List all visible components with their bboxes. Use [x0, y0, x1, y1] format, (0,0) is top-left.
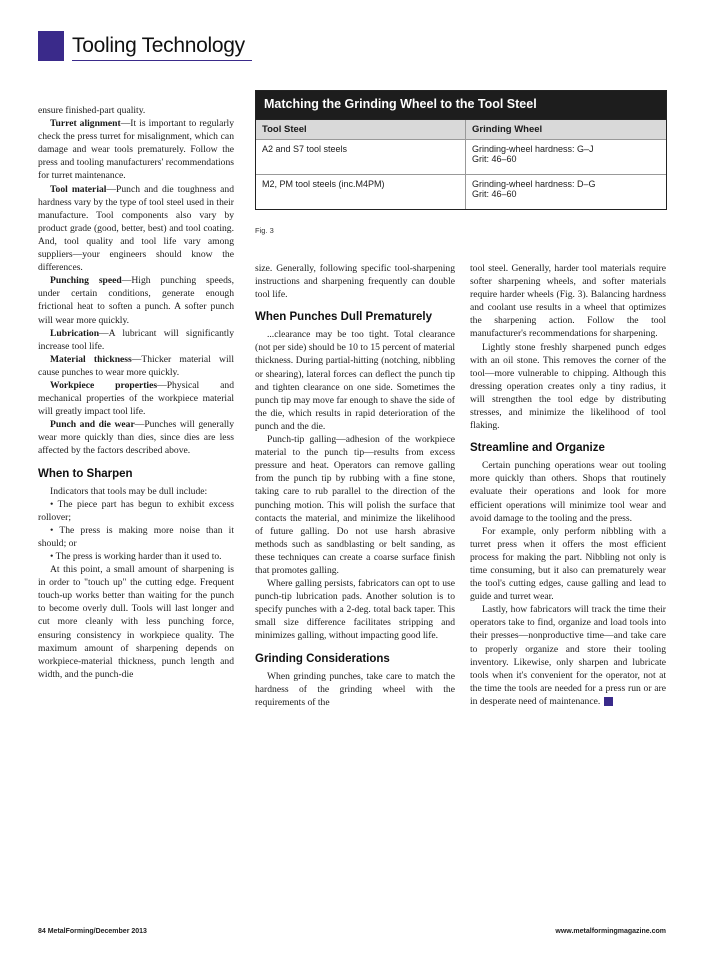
run-in-head: Punching speed: [50, 275, 122, 287]
wheel-grit: Grit: 46–60: [472, 154, 517, 164]
wheel-grit: Grit: 46–60: [472, 189, 517, 199]
end-of-article-mark: [604, 697, 613, 706]
figure-caption: Fig. 3: [255, 226, 274, 235]
paragraph: [38, 353, 234, 379]
run-in-head: Material thickness: [50, 353, 132, 365]
paragraph: Certain punching operations wear out tooling more quickly than others. Shops that routinely evaluate their operations and look for more efficient operations will minimize tool wear and avoid damage to the tooling and the press.: [470, 460, 666, 524]
section-color-block: [38, 31, 64, 61]
paragraph: [38, 418, 234, 457]
table-cell-steel: A2 and S7 tool steels: [256, 140, 466, 174]
table-header-row: [256, 119, 666, 139]
run-in-head: Turret alignment: [50, 118, 121, 130]
paragraph: size. Generally, following specific tool-sharpening instructions and sharpening frequently can double tool life.: [255, 263, 455, 301]
paragraph: At this point, a small amount of sharpening is in order to "touch up" the cutting edge. Frequent touch-up works better than waiting for the punch to become overly dull. Tools will last longer and cut more cleanly with less punching force, ensuring consistency in workpiece quality. The maximum amount of sharpening depends on workpiece-material thickness, punch length and width, and the punch-die: [38, 564, 234, 680]
paragraph-text: —Physical and mechanical properties of the workpiece material will greatly impact tool life.: [38, 379, 234, 418]
paragraph: Lightly stone freshly sharpened punch edges with an oil stone. This removes the corner of the tool—more vulnerable to chipping. Although this dressing operation creates only a tiny radius, it will strengthen the tool edge by distributing stresses, and minimize the likelihood of tool flaking.: [470, 341, 666, 432]
run-in-head: Workpiece properties: [50, 379, 158, 391]
table-row: [256, 139, 666, 174]
table-cell-steel: M2, PM tool steels (inc.M4PM): [256, 175, 466, 209]
paragraph: tool steel. Generally, harder tool materials require softer sharpening wheels, and softer materials require harder wheels (Fig. 3). Balancing hardness and coolant use results in a wheel that optimizes the sharpening action. Follow the tool manufacturer's recommendations for sharpening.: [470, 263, 666, 340]
section-header: [38, 30, 245, 62]
paragraph: [38, 183, 234, 275]
section-title: Tooling Technology: [72, 34, 245, 57]
table-title: Matching the Grinding Wheel to the Tool Steel: [256, 91, 666, 119]
table-cell-wheel: [466, 175, 666, 209]
footer-url[interactable]: www.metalformingmagazine.com: [555, 928, 666, 935]
paragraph: ensure finished-part quality.: [38, 105, 146, 116]
subheading: When Punches Dull Prematurely: [255, 311, 433, 324]
paragraph-text: —It is important to regularly check the press turret for misalignment, which can damage and wear tools prematurely. Follow the press and tooling manufacturers' recommendations for turret maintenance.: [38, 118, 234, 182]
article-column-1: [38, 104, 234, 681]
paragraph: Punch-tip galling—adhesion of the workpiece material to the punch tip—results from excess pressure and heat. Operators can remove galling from the punch tip by rubbing with a fine stone, taking care to rub parallel to the direction of the punching motion. This will polish the surface that contacts the material, and minimize the likelihood of future galling. Do not use harsh abrasive methods such as sandblasting or belt sanding, as these techniques can create a coarse surface finish that promotes galling.: [255, 434, 455, 576]
paragraph: For example, only perform nibbling with a turret press when it offers the most efficient process for making the part. Nibbling not only is time consuming, but it also can prematurely wear the tool's cutting edges, cause galling and lead to guide and turret wear.: [470, 525, 666, 603]
run-in-head: Lubrication: [50, 327, 100, 339]
paragraph-text: Lastly, how fabricators will track the time their operators take to find, organize and load tools into their presses—nonproductive time—and take care to properly organize and store their tooling inventory. Likewise, only sharpen and lubricate tools when it's convenient for the operator, not at the time the tools are needed for a press run or are in desperate need of maintenance.: [470, 604, 666, 707]
bullet-item: • The press is working harder than it used to.: [50, 551, 222, 562]
paragraph: [38, 379, 234, 418]
paragraph: When grinding punches, take care to match the hardness of the grinding wheel with the requirements of the: [255, 670, 455, 708]
paragraph-text: —Punch and die toughness and hardness vary by the type of tool steel used in their manufacture. Tool components also vary by product grade (good, better, best) and tool coating. And, tool quality and tool life vary among suppliers—your engineers should know the differences.: [38, 183, 234, 274]
article-column-3: [470, 262, 666, 708]
column-header-grinding-wheel: Grinding Wheel: [472, 124, 543, 135]
footer-folio: 84 MetalForming/December 2013: [38, 928, 147, 935]
header-rule: [72, 60, 252, 61]
paragraph: [470, 603, 666, 708]
bullet-item: • The piece part has begun to exhibit excess rollover;: [38, 498, 234, 523]
paragraph: Indicators that tools may be dull include:: [50, 485, 208, 497]
paragraph: [38, 274, 234, 326]
paragraph: [38, 117, 234, 182]
paragraph-text: —Thicker material will cause punches to wear more quickly.: [38, 353, 234, 378]
bullet-item: • The press is making more noise than it should; or: [38, 524, 234, 549]
subheading: When to Sharpen: [38, 467, 133, 480]
paragraph: [38, 327, 234, 353]
run-in-head: Punch and die wear: [50, 419, 135, 431]
column-header-tool-steel: Tool Steel: [256, 120, 466, 139]
run-in-head: Tool material: [50, 183, 107, 195]
paragraph: ...clearance may be too tight. Total clearance (not per side) should be 10 to 15 percent of material thickness. During partial-hitting (notching, nibbling or shearing), lateral forces can deflect the punch tip and tighten clearance on one side. Sometimes the punch tip may move far enough to shave the side of the die, which results in rapid deterioration of the punch and the die.: [255, 329, 455, 432]
paragraph-text: —Punches will generally wear more quickly than dies, since dies are less affected by the factors described above.: [38, 419, 235, 457]
wheel-hardness: Grinding-wheel hardness: G–J: [472, 144, 594, 154]
paragraph: Where galling persists, fabricators can opt to use punch-tip lubrication pads. Another solution is to specify punches with a 2-deg. total back taper. This small size difference facilitates stripping and minimizes galling, without impacting good life.: [255, 578, 455, 642]
subheading: Streamline and Organize: [470, 442, 605, 455]
wheel-hardness: Grinding-wheel hardness: D–G: [472, 179, 596, 189]
paragraph-text: —High punching speeds, under certain conditions, generate enough frictional heat to soften a punch. A softer punch will wear more quickly.: [38, 275, 234, 326]
table-cell-wheel: [466, 140, 666, 174]
article-column-2: [255, 262, 455, 709]
table-row: [256, 174, 666, 209]
subheading: Grinding Considerations: [255, 652, 390, 665]
grinding-wheel-table: [255, 90, 667, 210]
paragraph-text: —A lubricant will significantly increase tool life.: [38, 327, 234, 352]
